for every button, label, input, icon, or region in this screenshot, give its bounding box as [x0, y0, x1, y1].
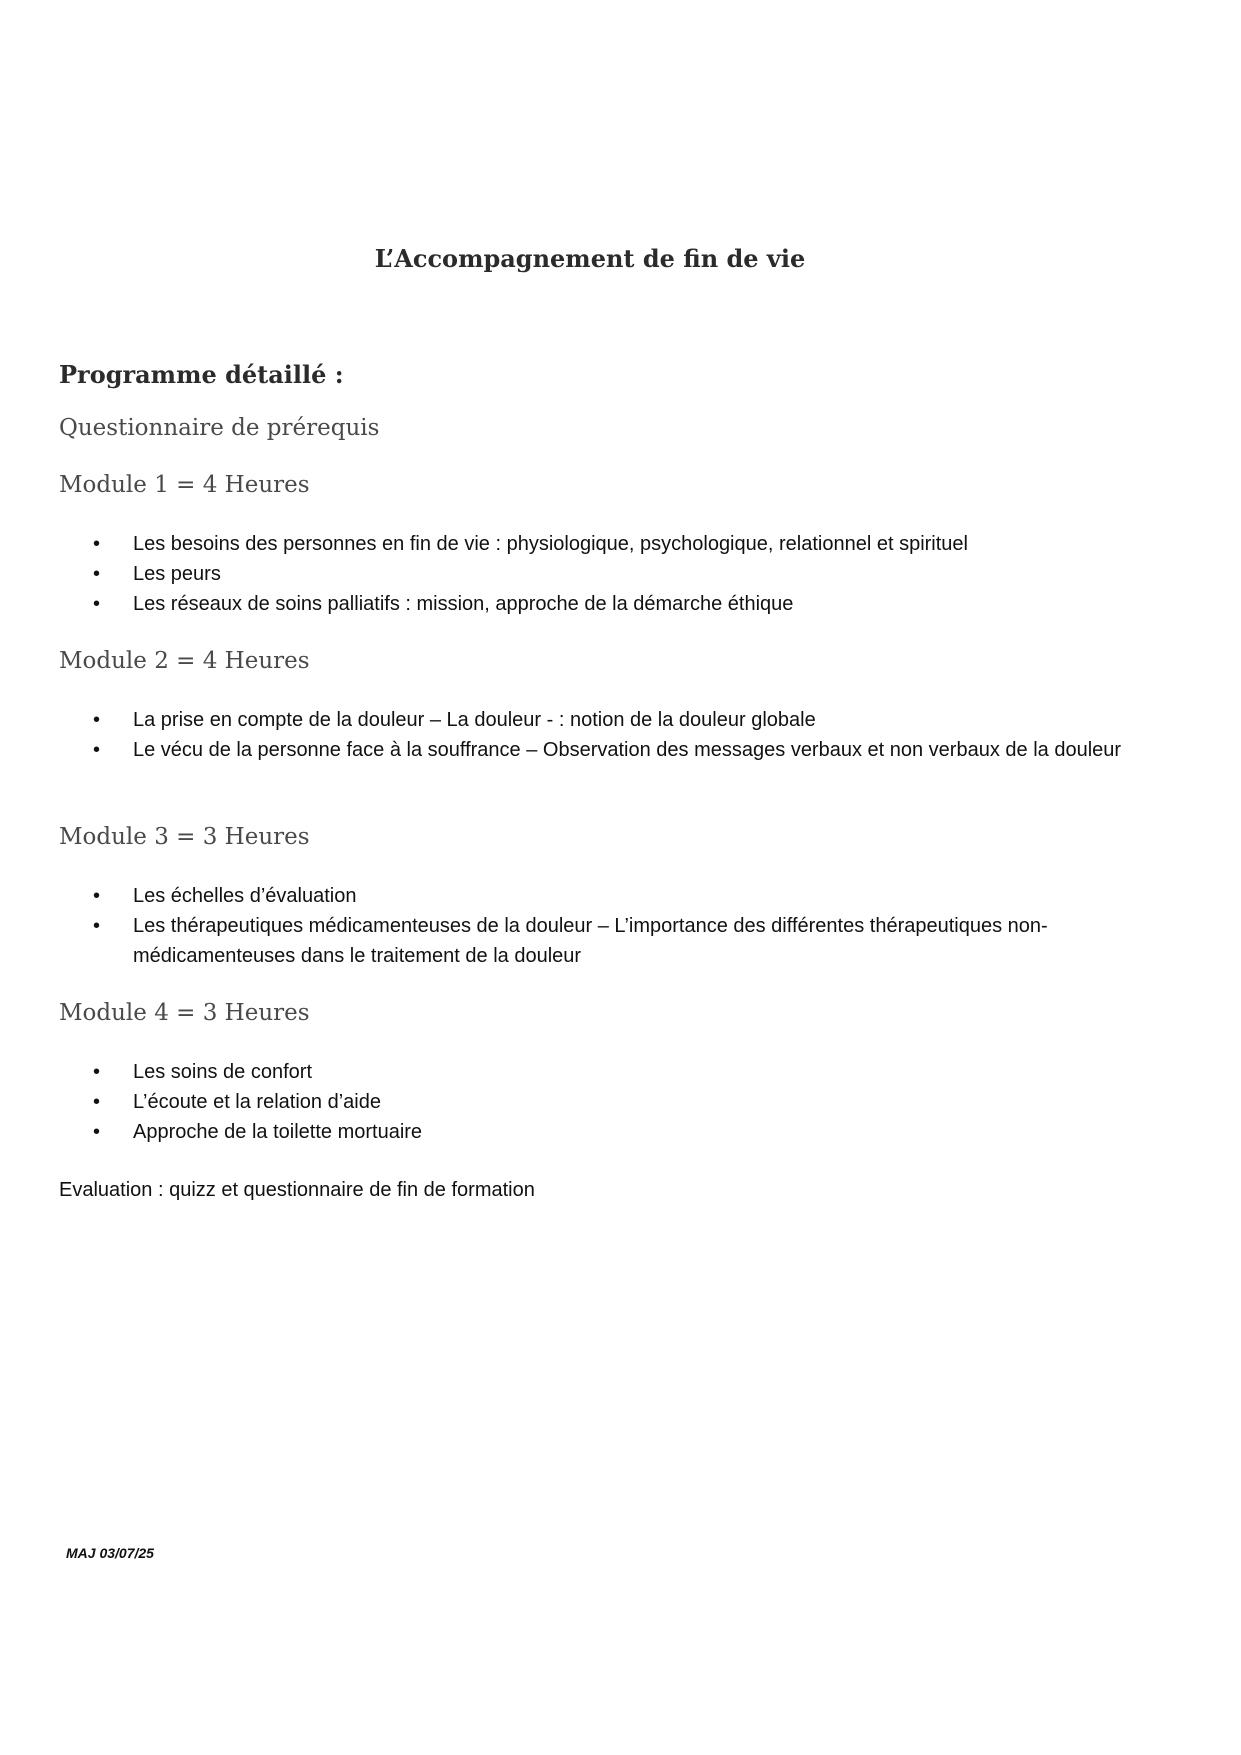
list-item [93, 559, 1123, 589]
module-3-list [93, 881, 1123, 971]
update-date-note: MAJ 03/07/25 [66, 1545, 154, 1561]
bullet-icon: • [93, 739, 101, 761]
list-item [93, 705, 1123, 735]
module-1-title: Module 1 = 4 Heures [59, 472, 310, 498]
list-item [93, 1057, 1123, 1087]
bullet-icon: • [93, 1061, 101, 1083]
document-title: L’Accompagnement de fin de vie [374, 244, 806, 273]
module-1-list [93, 529, 1123, 619]
module-4-title: Module 4 = 3 Heures [59, 1000, 310, 1026]
list-item-text: Les peurs [133, 563, 221, 585]
list-item-text: L’écoute et la relation d’aide [133, 1091, 381, 1113]
list-item-text: Le vécu de la personne face à la souffrance – Observation des messages verbaux et non verbaux de la douleur [133, 739, 1122, 761]
list-item-text: Les thérapeutiques médicamenteuses de la douleur – L’importance des différentes thérapeutiques non-médicamenteuses dans le traitement de la douleur [133, 915, 1048, 967]
bullet-icon: • [93, 563, 101, 585]
list-item [93, 529, 1123, 559]
list-item [93, 735, 1123, 765]
bullet-icon: • [93, 1091, 101, 1113]
list-item [93, 881, 1123, 911]
list-item [93, 1087, 1123, 1117]
module-4-list [93, 1057, 1123, 1147]
prerequisite-line: Questionnaire de prérequis [59, 415, 380, 441]
program-heading: Programme détaillé : [59, 360, 344, 389]
evaluation-line: Evaluation : quizz et questionnaire de fin de formation [59, 1179, 535, 1201]
bullet-icon: • [93, 915, 101, 937]
module-3-title: Module 3 = 3 Heures [59, 824, 310, 850]
bullet-icon: • [93, 533, 101, 555]
list-item-text: Les réseaux de soins palliatifs : mission, approche de la démarche éthique [133, 593, 794, 615]
module-2-list [93, 705, 1123, 765]
list-item-text: Les échelles d’évaluation [133, 885, 357, 907]
module-2-title: Module 2 = 4 Heures [59, 648, 310, 674]
bullet-icon: • [93, 709, 101, 731]
list-item [93, 589, 1123, 619]
list-item-text: La prise en compte de la douleur – La douleur - : notion de la douleur globale [133, 709, 816, 731]
list-item-text: Les besoins des personnes en fin de vie : physiologique, psychologique, relationnel et spirituel [133, 533, 968, 555]
bullet-icon: • [93, 885, 101, 907]
bullet-icon: • [93, 1121, 101, 1143]
bullet-icon: • [93, 593, 101, 615]
list-item-text: Approche de la toilette mortuaire [133, 1121, 423, 1143]
list-item [93, 911, 1123, 971]
list-item-text: Les soins de confort [133, 1061, 312, 1083]
list-item [93, 1117, 1123, 1147]
